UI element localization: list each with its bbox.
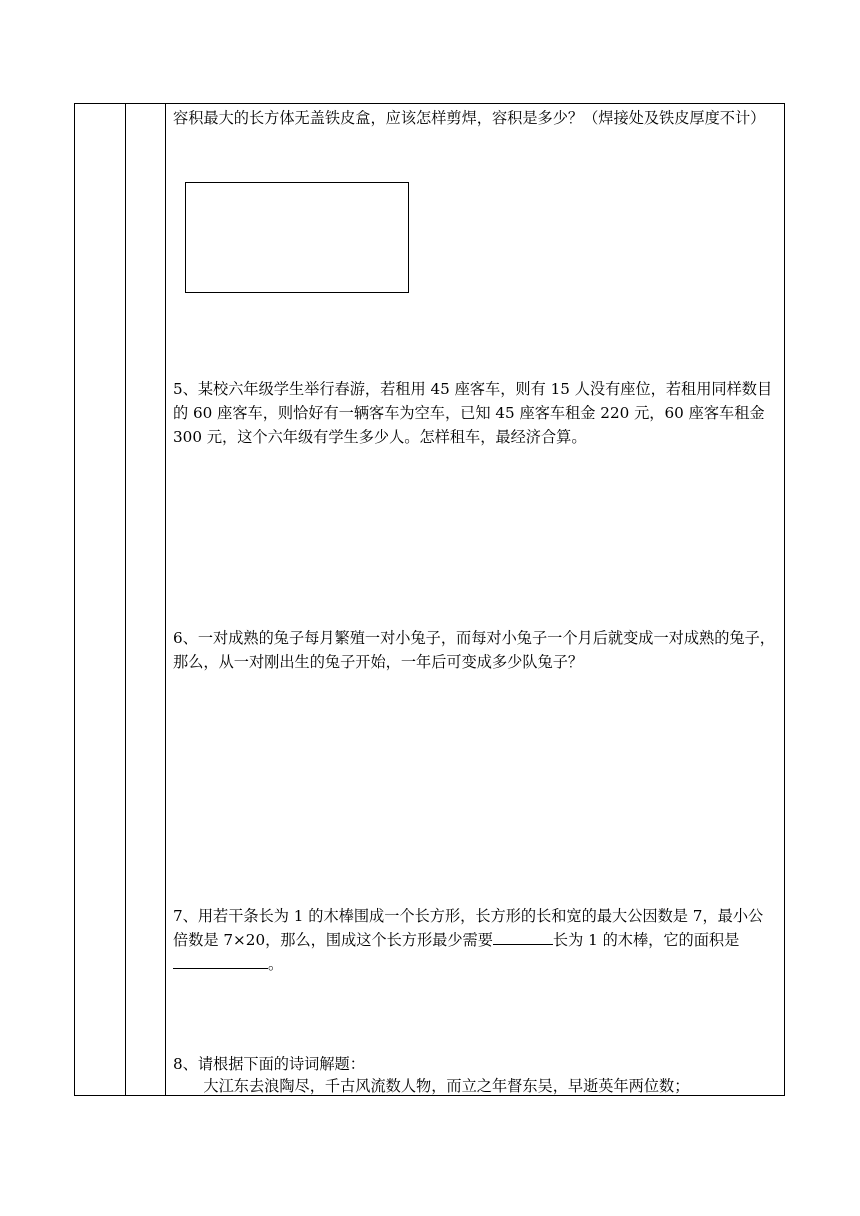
question-8-intro: 8、请根据下面的诗词解题： <box>173 1055 365 1073</box>
question-6: 6、一对成熟的兔子每月繁殖一对小兔子，而每对小兔子一个月后就变成一对成熟的兔子，那么，从一对刚出生的兔子开始，一年后可变成多少队兔子？ <box>173 629 775 671</box>
sheet-rectangle-figure <box>185 182 409 293</box>
worksheet-table <box>74 103 785 1096</box>
question-7 <box>173 904 776 976</box>
column-divider-1 <box>125 104 126 1095</box>
question-8-poem-line: 大江东去浪陶尽，千古风流数人物，而立之年督东吴，早逝英年两位数； <box>203 1077 690 1095</box>
question-7-text-1: 7、用若干条长为 1 的木棒围成一个长方形，长方形的长和宽的最大公因数是 7，最小公倍数是 7×20，那么，围成这个长方形最少需要 <box>173 907 764 949</box>
question-5: 5、某校六年级学生举行春游，若租用 45 座客车，则有 15 人没有座位，若租用同样数目的 60 座客车，则恰好有一辆客车为空车，已知 45 座客车租金 220 元，60 座客车租金 300 元，这个六年级有学生多少人。怎样租车，最经济合算。 <box>173 380 773 446</box>
answer-blank-1[interactable] <box>493 928 553 945</box>
question-4-continuation: 容积最大的长方体无盖铁皮盒，应该怎样剪焊，容积是多少？（焊接处及铁皮厚度不计） <box>173 109 766 127</box>
answer-blank-2[interactable] <box>173 952 268 969</box>
question-7-text-2: 长为 1 的木棒，它的面积是 <box>552 931 740 949</box>
content-cell <box>166 104 784 1095</box>
question-7-text-3: 。 <box>268 955 284 973</box>
